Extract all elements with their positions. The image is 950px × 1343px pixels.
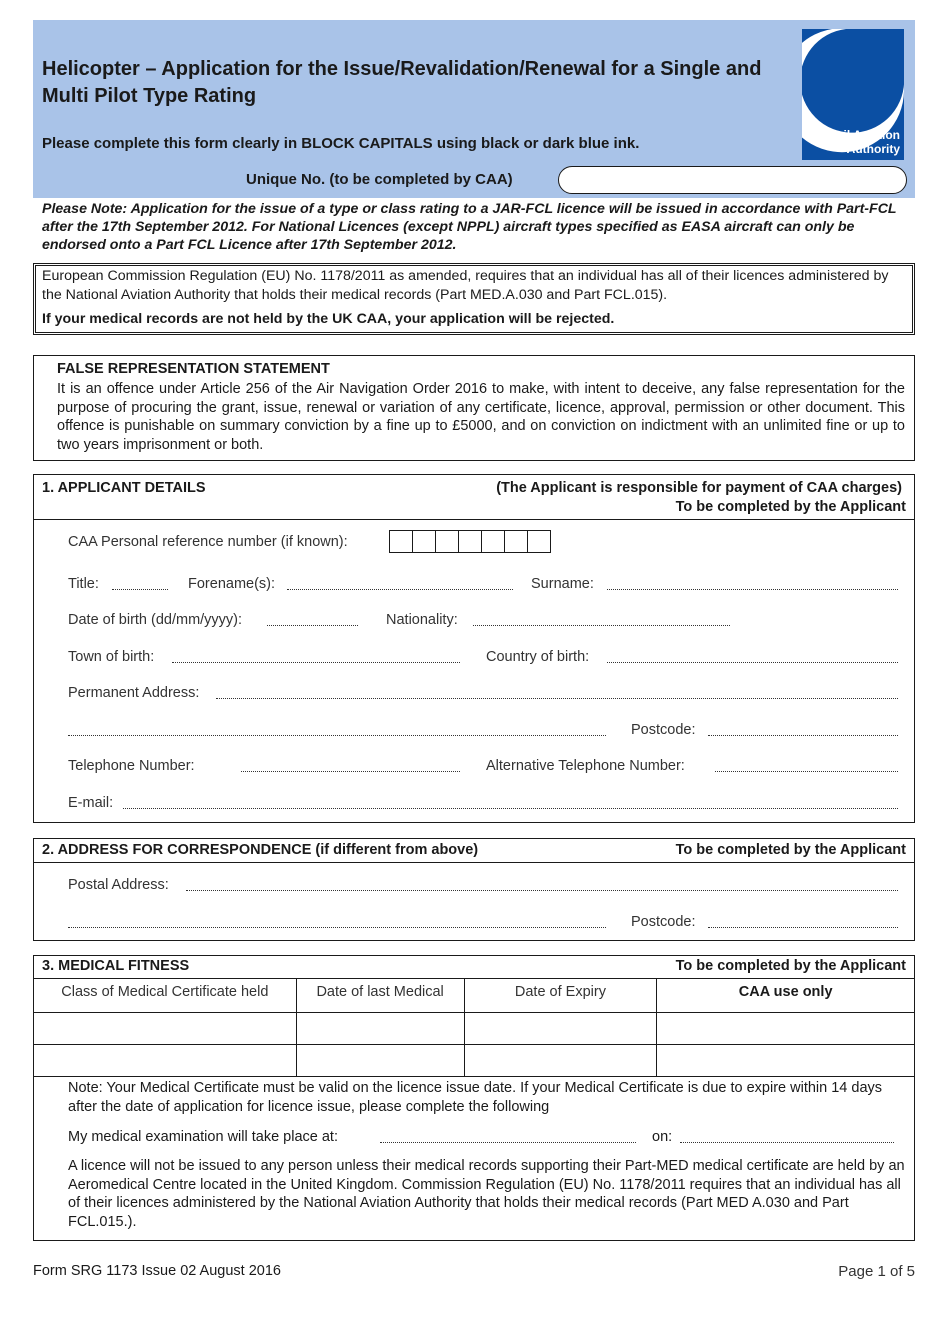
- medical-exam-location-field[interactable]: [380, 1142, 636, 1143]
- dob-field[interactable]: [267, 625, 358, 626]
- telephone-field[interactable]: [241, 771, 460, 772]
- permanent-address-field[interactable]: [216, 698, 898, 699]
- postal-address-field[interactable]: [186, 890, 898, 891]
- caa-logo: [802, 29, 904, 160]
- table-row: [34, 1013, 915, 1045]
- col-last-medical-header: Date of last Medical: [296, 979, 464, 1013]
- caa-use-cell: [657, 1013, 915, 1045]
- unique-number-label: Unique No. (to be completed by CAA): [246, 171, 513, 188]
- country-of-birth-field[interactable]: [607, 662, 898, 663]
- medical-note: Note: Your Medical Certificate must be valid on the licence issue date. If your Medical Certificate is due to expire within 14 days after the date of application for licence issue, please complete the following: [68, 1080, 883, 1115]
- medical-exam-on-label: on:: [652, 1129, 673, 1145]
- ref-digit-box[interactable]: [458, 530, 482, 553]
- telephone-label: Telephone Number:: [68, 758, 195, 774]
- forename-field[interactable]: [287, 589, 513, 590]
- ref-digit-box[interactable]: [412, 530, 436, 553]
- postcode-label: Postcode:: [631, 722, 696, 738]
- section-3-title: 3. MEDICAL FITNESS: [42, 958, 190, 974]
- permanent-address-line-2[interactable]: [68, 735, 606, 736]
- expiry-cell[interactable]: [464, 1013, 657, 1045]
- completed-by-note: To be completed by the Applicant: [675, 842, 906, 858]
- completed-by-note: To be completed by the Applicant: [675, 958, 906, 974]
- expiry-cell[interactable]: [464, 1045, 657, 1077]
- medical-class-cell[interactable]: [34, 1013, 297, 1045]
- table-header-row: [34, 979, 915, 1013]
- ref-number-label: CAA Personal reference number (if known):: [68, 534, 348, 550]
- please-note: Please Note: Application for the issue of a type or class rating to a JAR-FCL licence will be issued in accordance with Part-FCL after the 17th September 2012. For National Licences (except NPPL) aircraft types specified as EASA aircraft can only be endorsed onto a Part FCL Licence after 17th September 2012.: [42, 201, 897, 253]
- section-1-title: 1. APPLICANT DETAILS: [42, 480, 206, 496]
- completed-by-note: To be completed by the Applicant: [675, 499, 906, 515]
- title-field[interactable]: [112, 589, 168, 590]
- unique-number-field[interactable]: [558, 166, 907, 194]
- country-of-birth-label: Country of birth:: [486, 649, 590, 665]
- table-row: [34, 1045, 915, 1077]
- email-label: E-mail:: [68, 795, 114, 811]
- ref-digit-box[interactable]: [504, 530, 528, 553]
- ref-digit-box[interactable]: [389, 530, 413, 553]
- dob-label: Date of birth (dd/mm/yyyy):: [68, 612, 243, 628]
- correspondence-postcode-field[interactable]: [708, 927, 898, 928]
- medical-exam-date-field[interactable]: [680, 1142, 894, 1143]
- ref-digit-box[interactable]: [527, 530, 551, 553]
- caa-use-cell: [657, 1045, 915, 1077]
- last-medical-cell[interactable]: [296, 1045, 464, 1077]
- instruction-text: Please complete this form clearly in BLOCK CAPITALS using black or dark blue ink.: [42, 135, 640, 152]
- nationality-label: Nationality:: [386, 612, 458, 628]
- false-representation-text: It is an offence under Article 256 of the Air Navigation Order 2016 to make, with intent to deceive, any false representation for the purpose of procuring the grant, issue, renewal or variation of any certificate, licence, approval, permission or other document. This offence is punishable on summary conviction by a fine up to £5000, and on conviction on indictment with an unlimited fine or up to two years imprisonment or both.: [57, 381, 905, 453]
- col-class-header: Class of Medical Certificate held: [34, 979, 297, 1013]
- eu-notice-text: European Commission Regulation (EU) No. 1178/2011 as amended, requires that an individual has all of their licences administered by the National Aviation Authority that holds their medical records (Part MED.A.030 and Part FCL.015).: [42, 268, 889, 303]
- section-2-title: 2. ADDRESS FOR CORRESPONDENCE (if different from above): [42, 842, 479, 858]
- eu-notice-warning: If your medical records are not held by the UK CAA, your application will be rejected.: [42, 311, 615, 327]
- surname-label: Surname:: [531, 576, 594, 592]
- alt-telephone-field[interactable]: [715, 771, 898, 772]
- form-reference: Form SRG 1173 Issue 02 August 2016: [33, 1263, 281, 1279]
- col-caa-use-header: CAA use only: [657, 979, 915, 1013]
- title-label: Title:: [68, 576, 99, 592]
- payment-note: (The Applicant is responsible for payment of CAA charges): [496, 480, 902, 496]
- town-of-birth-label: Town of birth:: [68, 649, 155, 665]
- town-of-birth-field[interactable]: [172, 662, 460, 663]
- ref-number-boxes[interactable]: [389, 530, 550, 553]
- postal-address-label: Postal Address:: [68, 877, 169, 893]
- page-title: Helicopter – Application for the Issue/Revalidation/Renewal for a Single and Multi Pilot Type Rating: [42, 58, 762, 107]
- section-divider: [33, 862, 915, 863]
- forename-label: Forename(s):: [188, 576, 276, 592]
- email-field[interactable]: [123, 808, 898, 809]
- medical-class-cell[interactable]: [34, 1045, 297, 1077]
- postcode-field[interactable]: [708, 735, 898, 736]
- surname-field[interactable]: [607, 589, 898, 590]
- section-divider: [33, 519, 915, 520]
- licence-note: A licence will not be issued to any person unless their medical records supporting their Part-MED medical certificate are held by an Aeromedical Centre located in the United Kingdom. Commission Regulation (EU) No. 1178/2011 requires that an individual has all of their licences administered by the National Aviation Authority that holds their medical records (Part MED A.030 and Part FCL.015.).: [68, 1158, 905, 1230]
- ref-digit-box[interactable]: [481, 530, 505, 553]
- medical-exam-label: My medical examination will take place at:: [68, 1129, 338, 1145]
- false-representation-title: FALSE REPRESENTATION STATEMENT: [57, 361, 330, 377]
- postcode-label: Postcode:: [631, 914, 696, 930]
- logo-text: Civil Aviation Authority: [824, 128, 900, 156]
- col-expiry-header: Date of Expiry: [464, 979, 657, 1013]
- alt-telephone-label: Alternative Telephone Number:: [486, 758, 685, 774]
- nationality-field[interactable]: [473, 625, 730, 626]
- permanent-address-label: Permanent Address:: [68, 685, 200, 701]
- page-number: Page 1 of 5: [838, 1263, 915, 1280]
- postal-address-line-2[interactable]: [68, 927, 606, 928]
- medical-table: [33, 978, 915, 1077]
- ref-digit-box[interactable]: [435, 530, 459, 553]
- last-medical-cell[interactable]: [296, 1013, 464, 1045]
